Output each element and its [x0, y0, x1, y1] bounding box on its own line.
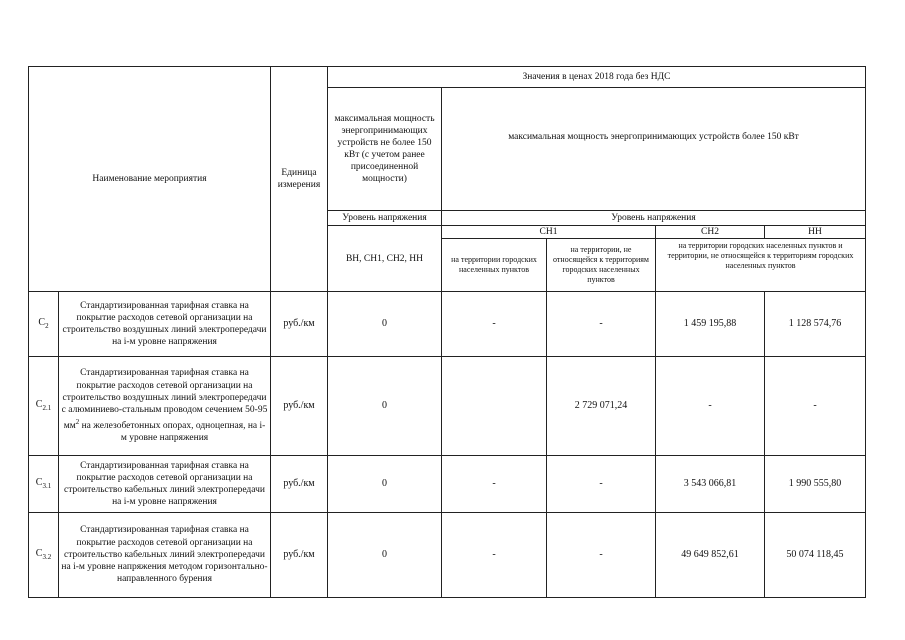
value-all-levels: 0 [328, 513, 442, 598]
value-sn1-nonurban: - [547, 456, 656, 513]
value-nn: - [765, 357, 866, 456]
row-code: $С_{3.1}$ [29, 456, 59, 513]
value-nn: 1 128 574,76 [765, 292, 866, 357]
header-power-small: максимальная мощность энергопринимающих устройств не более 150 кВт (с учетом ранее присоединенной мощности) [328, 88, 442, 211]
table-row [29, 292, 866, 357]
row-unit: руб./км [271, 456, 328, 513]
value-sn1-nonurban: - [547, 292, 656, 357]
value-sn1-urban: - [442, 513, 547, 598]
value-nn: 50 074 118,45 [765, 513, 866, 598]
header-sn1: СН1 [442, 226, 656, 239]
row-code: $С_{2.1}$ [29, 357, 59, 456]
value-sn2: 3 543 066,81 [656, 456, 765, 513]
header-all-levels: ВН, СН1, СН2, НН [328, 226, 442, 292]
header-sn2-nn-territory: на территории городских населенных пунктов и территории, не относящейся к территориям городских населенных пунктов [656, 239, 866, 292]
value-sn1-urban: - [442, 292, 547, 357]
header-voltage-level-small: Уровень напряжения [328, 211, 442, 226]
row-description: Стандартизированная тарифная ставка на покрытие расходов сетевой организации на строительство кабельных линий электропередачи на i-м уровне напряжения методом горизонтально-направленного бурения [59, 513, 271, 598]
value-sn1-urban: - [442, 456, 547, 513]
row-code: $С_2$ [29, 292, 59, 357]
row-description: Стандартизированная тарифная ставка на покрытие расходов сетевой организации на строительство воздушных линий электропередачи с алюминиево-стальным проводом сечением 50-95 $мм^2$ на железобетонных опорах, одноцепная, на i-м уровне напряжения [59, 357, 271, 456]
header-nn: НН [765, 226, 866, 239]
row-unit: руб./км [271, 513, 328, 598]
tariff-table [28, 66, 866, 598]
row-unit: руб./км [271, 292, 328, 357]
value-sn2: 1 459 195,88 [656, 292, 765, 357]
value-all-levels: 0 [328, 357, 442, 456]
value-all-levels: 0 [328, 292, 442, 357]
value-sn2: - [656, 357, 765, 456]
header-sn1-urban: на территории городских населенных пунктов [442, 239, 547, 292]
value-sn2: 49 649 852,61 [656, 513, 765, 598]
header-voltage-level-large: Уровень напряжения [442, 211, 866, 226]
header-values-title: Значения в ценах 2018 года без НДС [328, 67, 866, 88]
header-sn1-nonurban: на территории, не относящейся к территориям городских населенных пунктов [547, 239, 656, 292]
header-power-large: максимальная мощность энергопринимающих устройств более 150 кВт [442, 88, 866, 211]
row-unit: руб./км [271, 357, 328, 456]
value-sn1-nonurban: 2 729 071,24 [547, 357, 656, 456]
row-description: Стандартизированная тарифная ставка на покрытие расходов сетевой организации на строительство кабельных линий электропередачи на i-м уровне напряжения [59, 456, 271, 513]
value-sn1-urban [442, 357, 547, 456]
row-description: Стандартизированная тарифная ставка на покрытие расходов сетевой организации на строительство воздушных линий электропередачи на i-м уровне напряжения [59, 292, 271, 357]
header-unit: Единица измерения [271, 67, 328, 292]
header-sn2: СН2 [656, 226, 765, 239]
table-row [29, 513, 866, 598]
table-row [29, 456, 866, 513]
value-nn: 1 990 555,80 [765, 456, 866, 513]
header-activity-name: Наименование мероприятия [29, 67, 271, 292]
value-sn1-nonurban: - [547, 513, 656, 598]
value-all-levels: 0 [328, 456, 442, 513]
table-row [29, 357, 866, 456]
row-code: $С_{3.2}$ [29, 513, 59, 598]
